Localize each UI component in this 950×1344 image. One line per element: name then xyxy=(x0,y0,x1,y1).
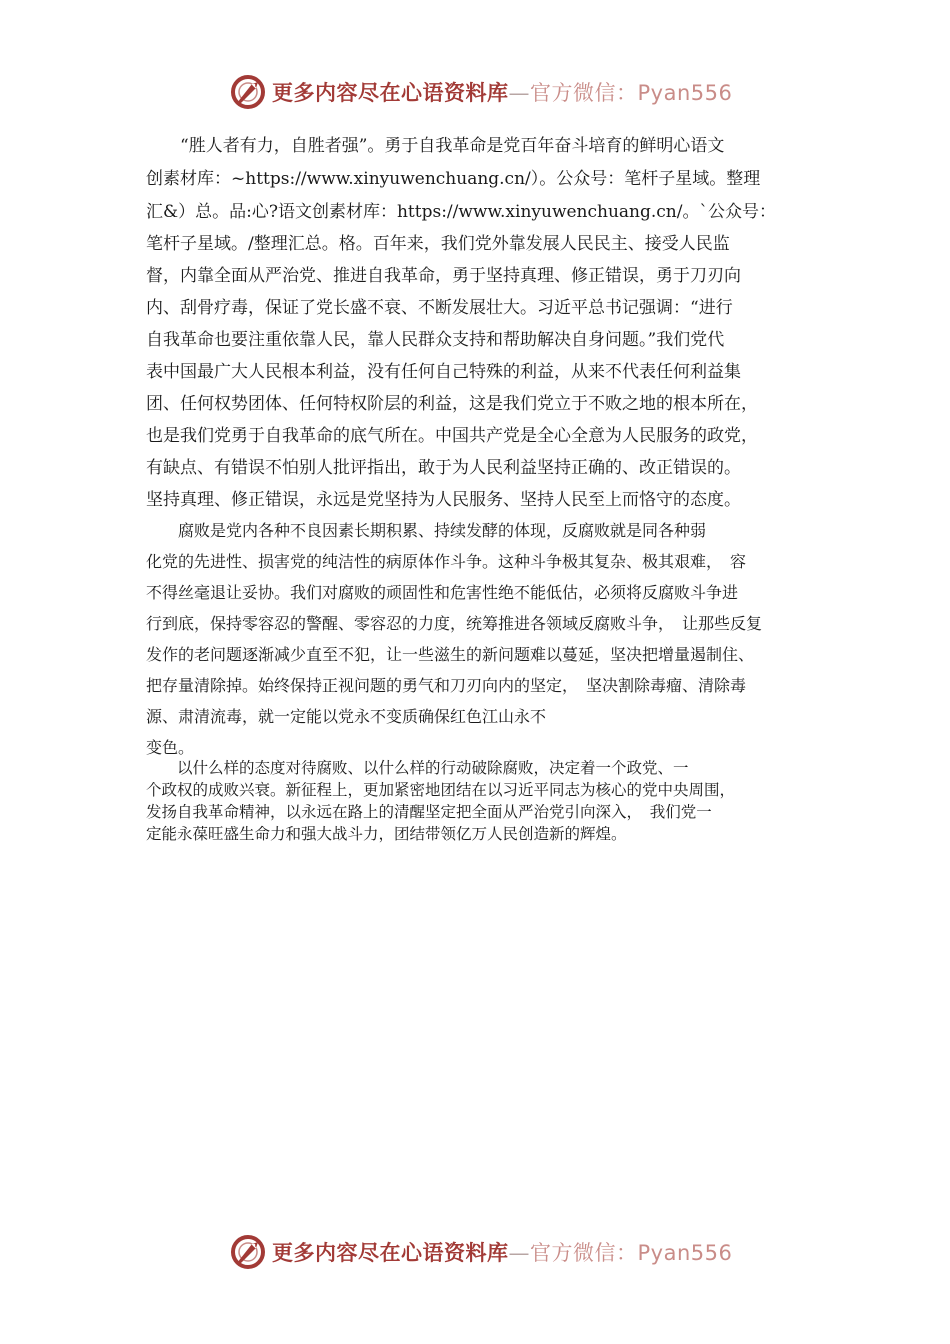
paragraph-2-line: 行到底，保持零容忍的警醒、零容忍的力度，统筹推进各领域反腐败斗争， 让那些反复 xyxy=(146,614,763,633)
pen-nib-logo-icon xyxy=(228,1232,268,1272)
paragraph-1-line: “胜人者有力，自胜者强”。勇于自我革命是党百年奋斗培育的鲜明心语文 xyxy=(146,136,725,156)
paragraph-3-line: 个政权的成败兴衰。新征程上，更加紧密地团结在以习近平同志为核心的党中央周围， xyxy=(146,781,736,799)
paragraph-2-line: 腐败是党内各种不良因素长期积累、持续发酵的体现，反腐败就是同各种弱 xyxy=(146,521,707,540)
paragraph-2-line: 源、肃清流毒，就一定能以党永不变质确保红色江山永不 xyxy=(146,707,547,726)
paragraph-1-line: 内、刮骨疗毒，保证了党长盛不衰、不断发展壮大。习近平总书记强调：“进行 xyxy=(146,298,733,318)
paragraph-1-line: 笔杆子星域。/整理汇总。格。百年来，我们党外靠发展人民民主、接受人民监 xyxy=(146,234,730,254)
paragraph-1-line: 自我革命也要注重依靠人民，靠人民群众支持和帮助解决自身问题。”我们党代 xyxy=(146,330,725,350)
banner-dash: — xyxy=(508,81,530,105)
banner-contact: 官方微信：Pyan556 xyxy=(530,1241,733,1265)
banner-contact: 官方微信：Pyan556 xyxy=(530,81,733,105)
banner-text xyxy=(272,1237,732,1267)
banner-site-name: 更多内容尽在心语资料库 xyxy=(272,81,509,105)
paragraph-2-line: 变色。 xyxy=(146,738,195,757)
paragraph-2-line: 把存量清除掉。始终保持正视问题的勇气和刀刃向内的坚定， 坚决割除毒瘤、清除毒 xyxy=(146,676,747,695)
banner-dash: — xyxy=(508,1241,530,1265)
paragraph-1-line: 团、任何权势团体、任何特权阶层的利益，这是我们党立于不败之地的根本所在， xyxy=(146,394,758,414)
paragraph-2-line: 化党的先进性、损害党的纯洁性的病原体作斗争。这种斗争极其复杂、极其艰难， 容 xyxy=(146,552,747,571)
paragraph-3-line: 发扬自我革命精神，以永远在路上的清醒坚定把全面从严治党引向深入， 我们党一 xyxy=(146,803,712,821)
paragraph-1-line: 坚持真理、修正错误，永远是党坚持为人民服务、坚持人民至上而恪守的态度。 xyxy=(146,490,741,510)
paragraph-2-line: 不得丝毫退让妥协。我们对腐败的顽固性和危害性绝不能低估，必须将反腐败斗争进 xyxy=(146,583,739,602)
paragraph-1-line: 有缺点、有错误不怕别人批评指出，敢于为人民利益坚持正确的、改正错误的。 xyxy=(146,458,741,478)
banner-site-name: 更多内容尽在心语资料库 xyxy=(272,1241,509,1265)
paragraph-2-line: 发作的老问题逐渐减少直至不犯，让一些滋生的新问题难以蔓延，坚决把增量遏制住、 xyxy=(146,645,755,664)
paragraph-3-line: 以什么样的态度对待腐败、以什么样的行动破除腐败，决定着一个政党、一 xyxy=(146,759,689,777)
paragraph-1-line: 汇&）总。品:心?语文创素材库：https://www.xinyuwenchuang.cn/。`公众号： xyxy=(146,202,776,222)
paragraph-1-line: 创素材库：~https://www.xinyuwenchuang.cn/）。公众号：笔杆子星域。整理 xyxy=(146,169,761,189)
paragraph-1-line: 督，内靠全面从严治党、推进自我革命，勇于坚持真理、修正错误，勇于刀刃向 xyxy=(146,266,741,286)
footer-banner xyxy=(228,1232,733,1272)
paragraph-1-line: 表中国最广大人民根本利益，没有任何自己特殊的利益，从来不代表任何利益集 xyxy=(146,362,741,382)
paragraph-3-line: 定能永葆旺盛生命力和强大战斗力，团结带领亿万人民创造新的辉煌。 xyxy=(146,825,627,843)
paragraph-1-line: 也是我们党勇于自我革命的底气所在。中国共产党是全心全意为人民服务的政党， xyxy=(146,426,758,446)
